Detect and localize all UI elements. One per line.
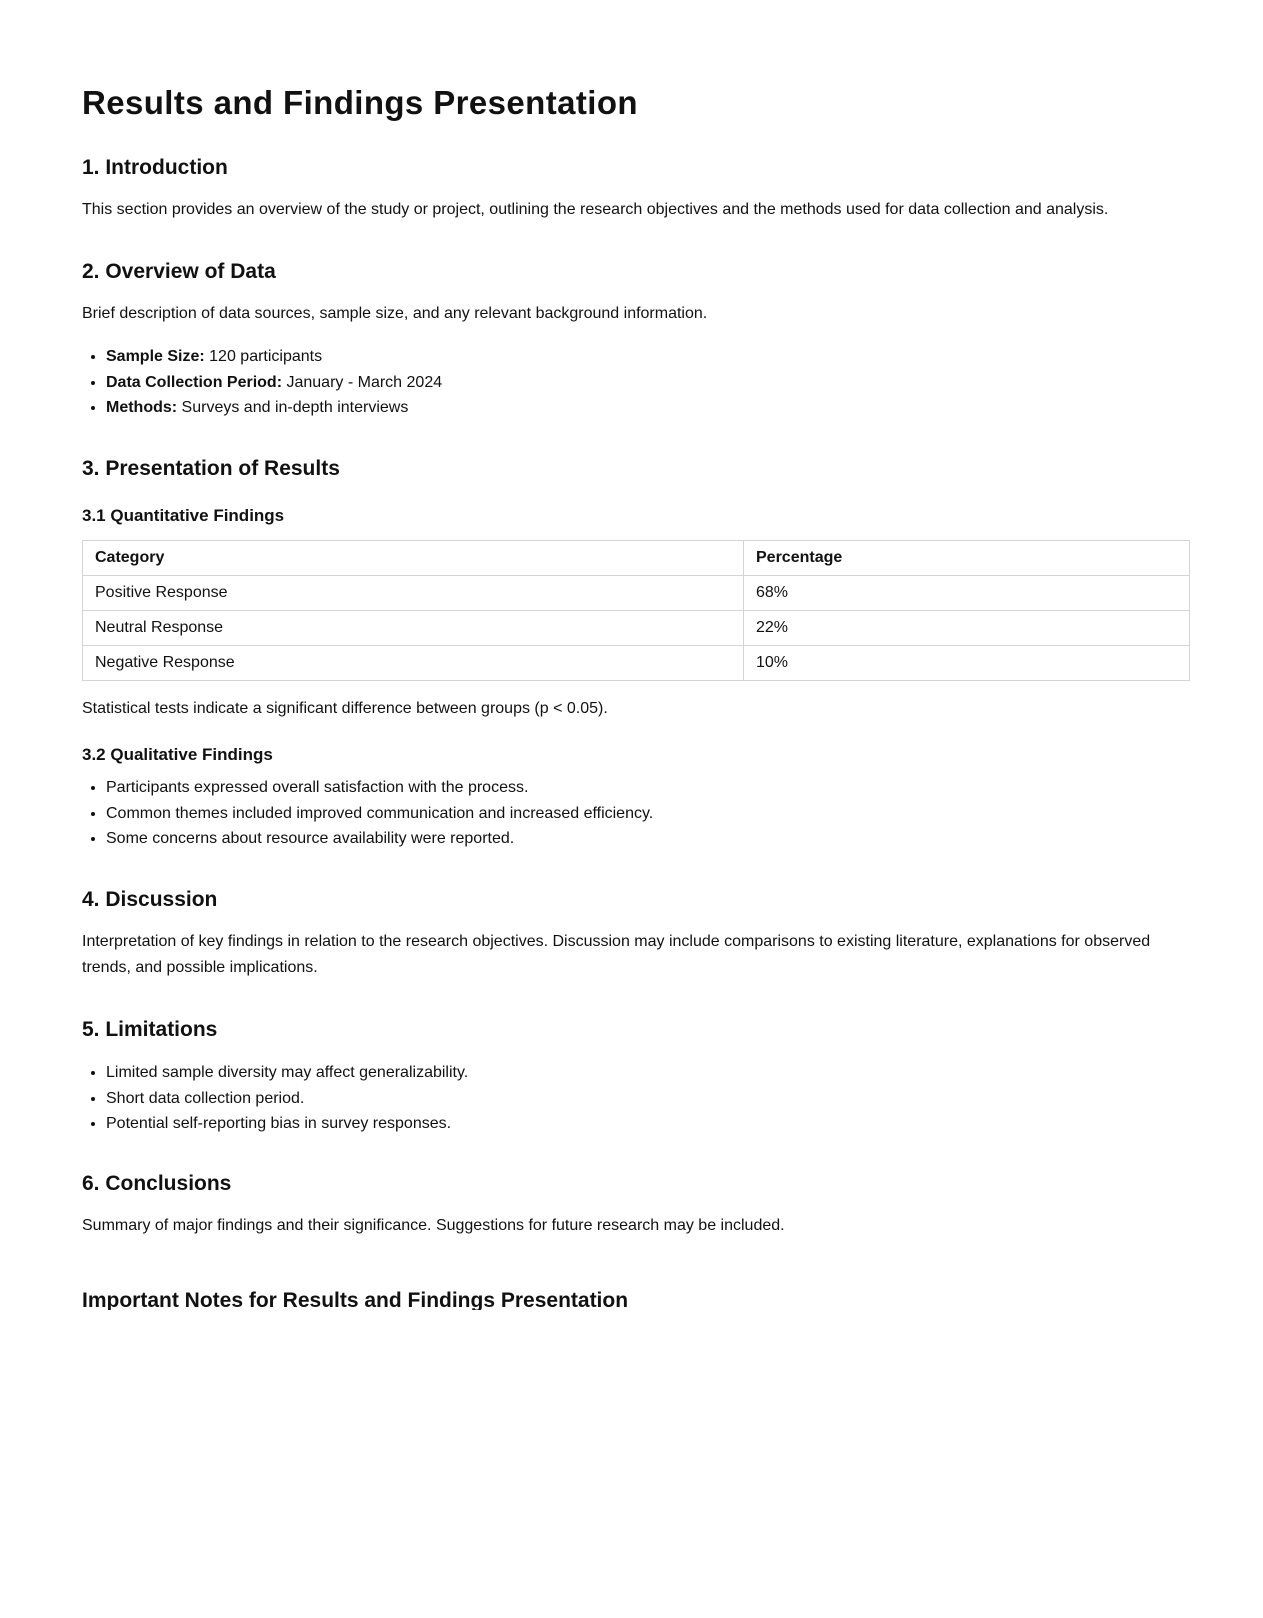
table-cell-category: Negative Response xyxy=(83,646,744,681)
table-cell-percentage: 22% xyxy=(744,611,1190,646)
list-item: • Common themes included improved communication and increased efficiency. xyxy=(106,801,1190,827)
list-item: • Short data collection period. xyxy=(106,1086,1190,1112)
statistical-note: Statistical tests indicate a significant difference between groups (p < 0.05). xyxy=(82,700,608,717)
qualitative-list xyxy=(82,775,1190,852)
section-heading-important-notes: Important Notes for Results and Findings Presentation xyxy=(82,1289,629,1310)
list-item: • Some concerns about resource availability were reported. xyxy=(106,826,1190,852)
list-item xyxy=(106,344,1190,370)
discussion-text: Interpretation of key findings in relation to the research objectives. Discussion may include comparisons to existing literature, explanations for observed trends, and possible implications. xyxy=(82,933,1151,976)
table-row xyxy=(83,611,1190,646)
list-item: • Participants expressed overall satisfaction with the process. xyxy=(106,775,1190,801)
quantitative-results-table xyxy=(82,540,1190,681)
list-item-label: Methods: xyxy=(106,399,178,416)
column-header-percentage: Percentage xyxy=(744,541,1190,576)
list-item xyxy=(106,395,1190,421)
limitations-list xyxy=(82,1060,1190,1137)
page-title: Results and Findings Presentation xyxy=(82,84,638,121)
list-item-label: Data Collection Period: xyxy=(106,373,283,391)
section-heading-limitations: 5. Limitations xyxy=(82,1018,218,1041)
column-header-category: Category xyxy=(83,541,744,576)
table-row xyxy=(83,576,1190,611)
section-heading-overview: 2. Overview of Data xyxy=(82,260,276,283)
section-heading-results: 3. Presentation of Results xyxy=(82,457,340,480)
list-item-value: 120 participants xyxy=(204,348,323,365)
introduction-text: This section provides an overview of the study or project, outlining the research objectives and the methods used for data collection and analysis. xyxy=(82,201,1109,218)
overview-list xyxy=(82,344,1190,421)
table-cell-category: Neutral Response xyxy=(83,611,744,646)
table-cell-category: Positive Response xyxy=(83,576,744,611)
conclusions-text: Summary of major findings and their significance. Suggestions for future research may be included. xyxy=(82,1217,785,1234)
list-item xyxy=(106,370,1190,396)
table-row xyxy=(83,646,1190,681)
section-heading-conclusions: 6. Conclusions xyxy=(82,1172,232,1195)
table-cell-percentage: 10% xyxy=(744,646,1190,681)
table-cell-percentage: 68% xyxy=(744,576,1190,611)
list-item: • Potential self-reporting bias in survey responses. xyxy=(106,1111,1190,1137)
list-item-value: January - March 2024 xyxy=(282,373,443,391)
section-heading-discussion: 4. Discussion xyxy=(82,888,218,911)
list-item-label: Sample Size: xyxy=(106,348,205,365)
list-item: • Limited sample diversity may affect generalizability. xyxy=(106,1060,1190,1086)
table-header-row xyxy=(83,541,1190,576)
subsection-heading-quantitative: 3.1 Quantitative Findings xyxy=(82,506,285,525)
section-heading-introduction: 1. Introduction xyxy=(82,156,228,179)
overview-text: Brief description of data sources, sample size, and any relevant background information. xyxy=(82,305,708,322)
list-item-value: Surveys and in-depth interviews xyxy=(177,399,409,416)
subsection-heading-qualitative: 3.2 Qualitative Findings xyxy=(82,745,273,764)
